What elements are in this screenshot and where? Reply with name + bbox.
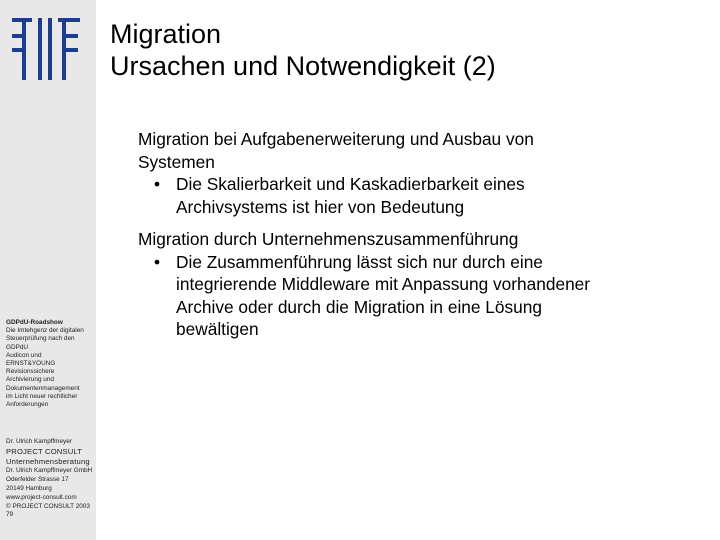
company-info [6, 438, 94, 520]
company-name: PROJECT CONSULT [6, 446, 83, 456]
company-city: 20149 Hamburg [6, 484, 52, 492]
roadshow-line: ERNST&YOUNG [6, 360, 56, 368]
section-heading: Migration bei Aufgabenerweiterung und Ausbau von [138, 129, 534, 149]
title-line-1: Migration [110, 19, 222, 49]
bullet-line: bewältigen [176, 319, 259, 339]
author-name: Dr. Ulrich Kampffmeyer [6, 438, 72, 445]
company-website[interactable]: www.project-consult.com [6, 493, 77, 501]
project-consult-logo [10, 14, 82, 82]
roadshow-line: GDPdU-Roadshow [6, 319, 63, 326]
roadshow-line: Anforderungen [6, 401, 49, 409]
bullet-icon: • [154, 251, 161, 272]
roadshow-line: GDPdU [6, 343, 29, 351]
bullet-item [138, 173, 708, 218]
roadshow-text [6, 319, 94, 409]
bullet-line: integrierende Middleware mit Anpassung vorhandener [176, 274, 591, 294]
company-street: Oderfelder Strasse 17 [6, 475, 69, 483]
page-number: 79 [6, 511, 14, 519]
bullet-icon: • [154, 174, 161, 194]
slide-content [138, 128, 708, 351]
bullet-item [138, 251, 708, 341]
bullet-line: Archivsystems ist hier von Bedeutung [176, 196, 465, 217]
section-heading: Migration durch Unternehmenszusammenführung [138, 229, 519, 249]
roadshow-line: im Licht neuer rechtlicher [6, 392, 78, 400]
roadshow-line: Audicon und [6, 351, 42, 359]
bullet-line: Archive oder durch die Migration in eine Lösung [176, 296, 543, 317]
company-legal-name: Dr. Ulrich Kampffmeyer GmbH [6, 466, 93, 474]
sidebar [0, 0, 96, 540]
section-heading: Systemen [138, 151, 215, 172]
section [138, 228, 708, 341]
title-line-2: Ursachen und Notwendigkeit (2) [110, 51, 496, 81]
roadshow-line: Revisionssichere [6, 368, 55, 376]
bullet-line: Die Skalierbarkeit und Kaskadierbarkeit eines [176, 174, 525, 194]
company-subtitle: Unternehmensberatung [6, 456, 90, 466]
bullet-line: Die Zusammenführung lässt sich nur durch eine [176, 251, 543, 272]
roadshow-line: Die Imtehgenz der digitalen [6, 327, 84, 335]
roadshow-line: Archivierung und [6, 376, 54, 384]
section [138, 128, 708, 218]
slide-title [110, 18, 496, 82]
copyright: © PROJECT CONSULT 2003 [6, 502, 90, 510]
roadshow-line: Dokumentenmanagement [6, 384, 80, 392]
roadshow-line: Steuerprüfung nach den [6, 335, 75, 343]
